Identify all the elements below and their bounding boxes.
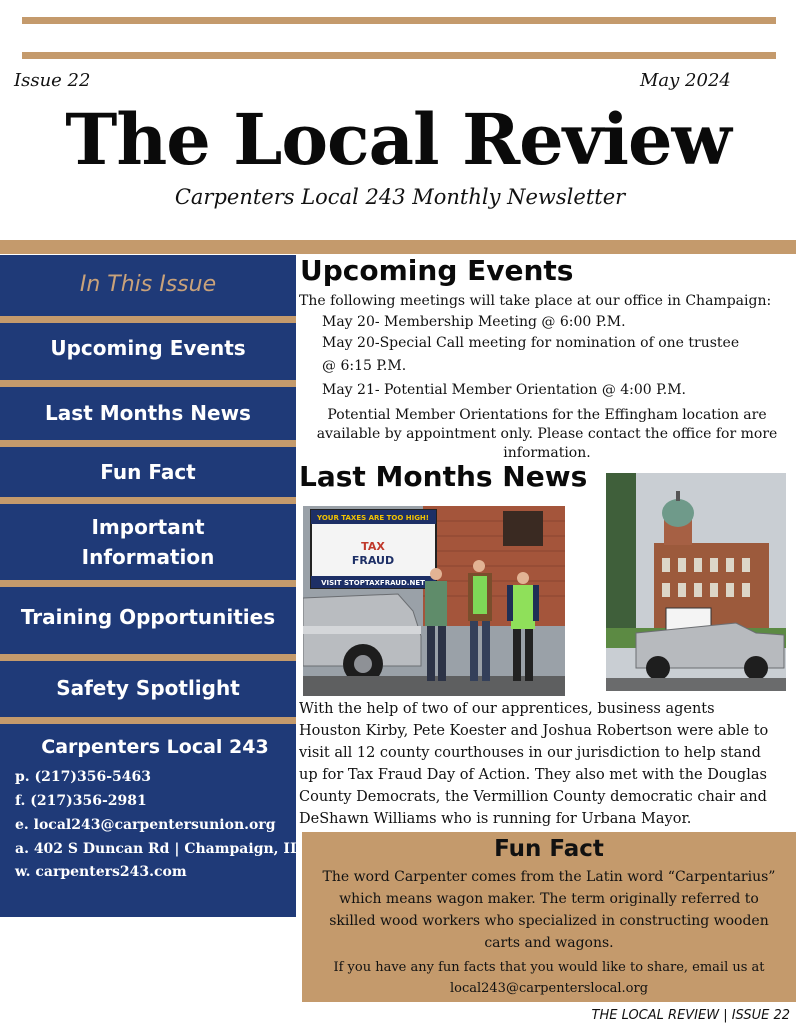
toc-item-label: Information (81, 545, 215, 569)
toc-heading: In This Issue (79, 272, 217, 297)
courthouse-illustration (606, 473, 786, 691)
fun-fact-line: The word Carpenter comes from the Latin word “Carpentarius” (322, 869, 776, 885)
fun-fact-line: which means wagon maker. The term originally referred to (339, 891, 759, 907)
upcoming-events-heading: Upcoming Events (300, 254, 574, 287)
billboard-fraud: FRAUD (351, 554, 395, 567)
toc-item-safety-spotlight[interactable]: Safety Spotlight (56, 676, 240, 700)
top-rule-2 (22, 52, 776, 59)
contact-phone[interactable]: p. (217)356-5463 (15, 769, 152, 785)
toc-separator (0, 717, 296, 724)
upcoming-intro: The following meetings will take place at our office in Champaign: (299, 293, 772, 309)
event-special-call: May 20-Special Call meeting for nomination of one trustee (322, 335, 740, 351)
toc-separator (0, 440, 296, 447)
note-line: available by appointment only. Please contact the office for more (316, 426, 778, 442)
billboard-tax: TAX (361, 540, 385, 553)
fun-fact-email[interactable]: local243@carpenterslocal.org (449, 981, 649, 996)
fun-fact-invite (312, 957, 786, 999)
news-line: Houston Kirby, Pete Koester and Joshua Robertson were able to (299, 723, 769, 739)
toc-separator (0, 654, 296, 661)
news-line: With the help of two of our apprentices, business agents (299, 701, 715, 717)
masthead-subtitle: Carpenters Local 243 Monthly Newsletter (174, 185, 626, 209)
toc-separator (0, 497, 296, 504)
note-line: Potential Member Orientations for the Effingham location are (327, 407, 767, 423)
toc-separator (0, 580, 296, 587)
fun-fact-line: carts and wagons. (484, 935, 614, 951)
toc-item-last-months-news[interactable]: Last Months News (45, 401, 251, 425)
billboard-headline: YOUR TAXES ARE TOO HIGH! (317, 514, 429, 522)
fun-fact-text (312, 866, 786, 954)
event-membership-meeting: May 20- Membership Meeting @ 6:00 P.M. (322, 314, 626, 330)
news-body (299, 698, 796, 830)
news-photo-truck-billboard (303, 506, 565, 696)
news-line: up for Tax Fraud Day of Action. They also met with the Douglas (299, 767, 767, 783)
header-band (0, 240, 796, 254)
toc-item-important-information[interactable] (0, 512, 296, 572)
toc-item-training-opportunities[interactable]: Training Opportunities (20, 605, 276, 629)
fun-fact-invite-line: If you have any fun facts that you would like to share, email us at (333, 960, 765, 975)
masthead-title: The Local Review (65, 98, 731, 181)
news-line: County Democrats, the Vermillion County democratic chair and (299, 789, 767, 805)
toc-item-upcoming-events[interactable]: Upcoming Events (50, 336, 246, 360)
toc-item-fun-fact[interactable]: Fun Fact (100, 460, 196, 484)
page-footer: THE LOCAL REVIEW | ISSUE 22 (591, 1008, 790, 1023)
contact-email[interactable]: e. local243@carpentersunion.org (15, 817, 276, 833)
contact-title: Carpenters Local 243 (41, 736, 269, 758)
toc-separator (0, 316, 296, 323)
contact-address: a. 402 S Duncan Rd | Champaign, IL (15, 841, 300, 857)
fun-fact-line: skilled wood workers who specialized in constructing wooden (329, 913, 769, 929)
billboard-url: VISIT STOPTAXFRAUD.NET (321, 579, 425, 587)
issue-number: Issue 22 (14, 70, 91, 91)
event-special-call-time: @ 6:15 P.M. (322, 358, 407, 374)
last-months-news-heading: Last Months News (299, 460, 588, 493)
contact-fax: f. (217)356-2981 (15, 793, 147, 809)
orientation-note (298, 406, 796, 463)
news-photo-courthouse (606, 473, 786, 691)
toc-separator (0, 380, 296, 387)
truck-billboard-illustration (303, 506, 565, 696)
fun-fact-heading: Fun Fact (494, 836, 604, 862)
issue-date: May 2024 (640, 70, 731, 91)
top-rule (22, 17, 776, 24)
contact-website[interactable]: w. carpenters243.com (15, 864, 187, 880)
event-orientation: May 21- Potential Member Orientation @ 4:00 P.M. (322, 382, 686, 398)
news-line: visit all 12 county courthouses in our jurisdiction to help stand (299, 745, 761, 761)
note-line: information. (503, 445, 591, 461)
toc-item-label: Important (91, 515, 205, 539)
news-line: DeShawn Williams who is running for Urbana Mayor. (299, 811, 692, 827)
